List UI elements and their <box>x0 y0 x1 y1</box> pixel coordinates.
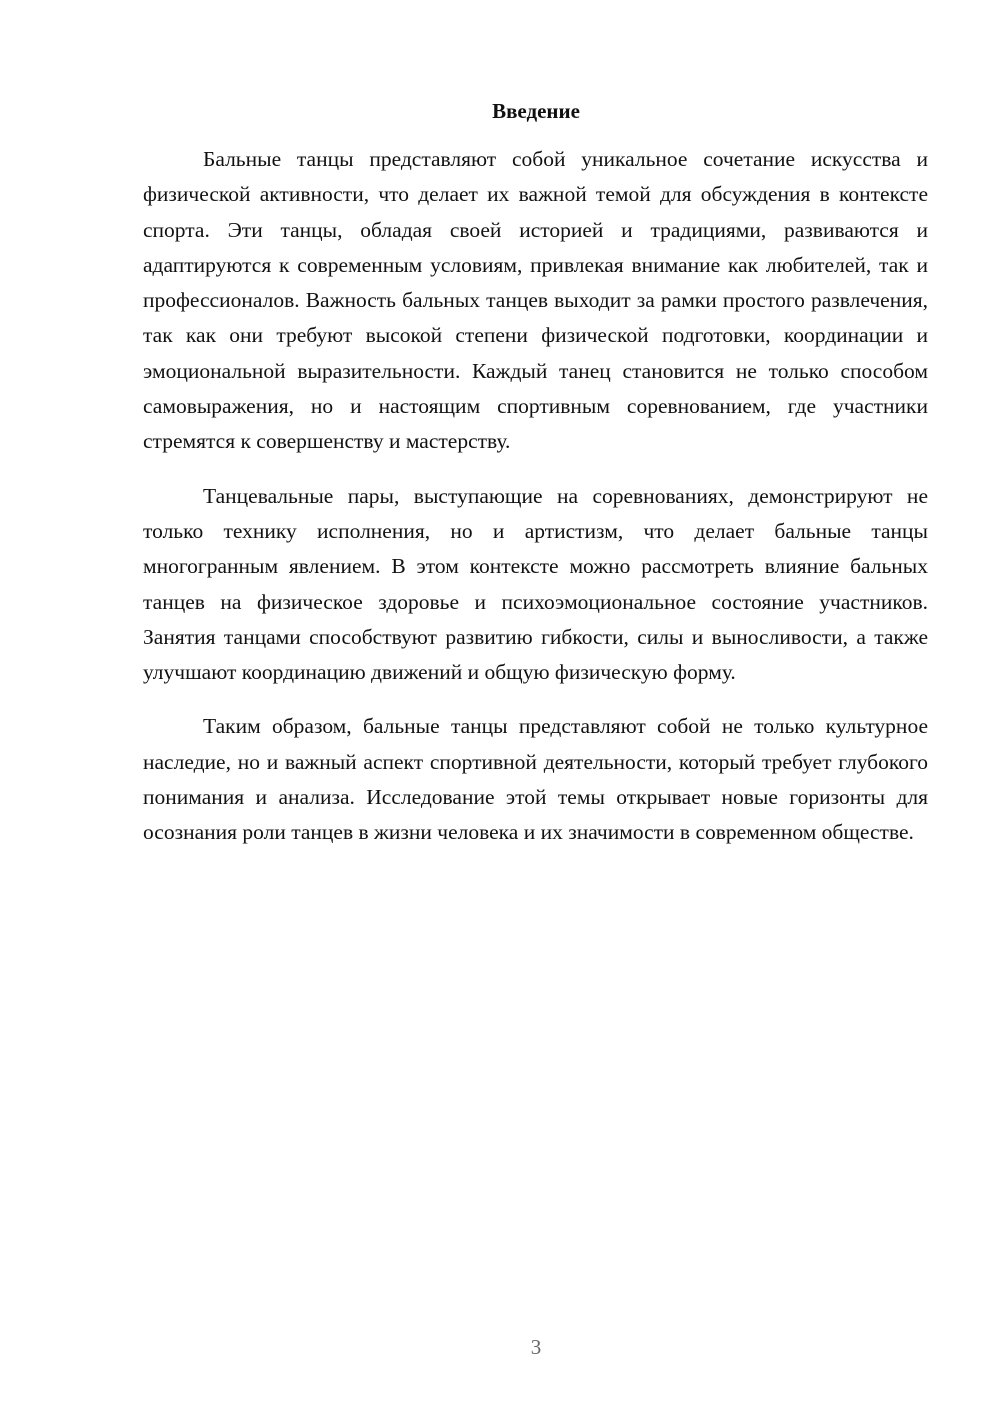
paragraph-2: Танцевальные пары, выступающие на соревнованиях, демонстрируют не только технику исполнения, но и артистизм, что делает бальные танцы многогранным явлением. В этом контексте можно рассмотреть влияние бальных танцев на физическое здоровье и психоэмоциональное состояние участников. Занятия танцами способствуют развитию гибкости, силы и выносливости, а также улучшают координацию движений и общую физическую форму. <box>143 483 928 685</box>
page-number: 3 <box>530 1335 542 1359</box>
body-text <box>143 142 928 851</box>
section-title: Введение <box>492 99 580 123</box>
paragraph-1: Бальные танцы представляют собой уникальное сочетание искусства и физической активности, что делает их важной темой для обсуждения в контексте спорта. Эти танцы, обладая своей историей и традициями, развиваются и адаптируются к современным условиям, привлекая внимание как любителей, так и профессионалов. Важность бальных танцев выходит за рамки простого развлечения, так как они требуют высокой степени физической подготовки, координации и эмоциональной выразительности. Каждый танец становится не только способом самовыражения, но и настоящим спортивным соревнованием, где участники стремятся к совершенству и мастерству. <box>143 147 928 454</box>
paragraph-3: Таким образом, бальные танцы представляют собой не только культурное наследие, но и важный аспект спортивной деятельности, который требует глубокого понимания и анализа. Исследование этой темы открывает новые горизонты для осознания роли танцев в жизни человека и их значимости в современном обществе. <box>143 714 928 845</box>
